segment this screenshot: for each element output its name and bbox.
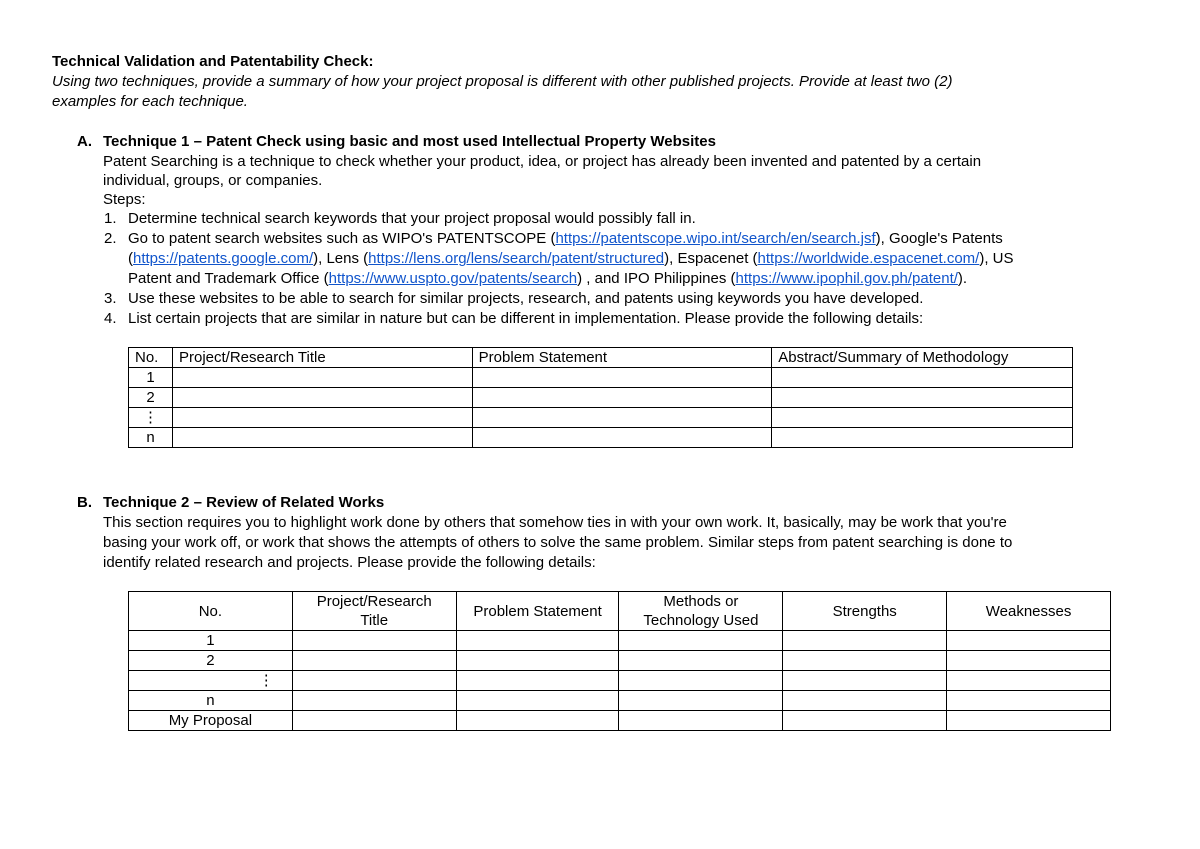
table-row — [129, 711, 1111, 731]
header-problem-statement — [456, 592, 619, 631]
header-weaknesses — [947, 592, 1111, 631]
table-cell[interactable] — [456, 691, 619, 711]
header-problem-statement: Problem Statement — [472, 348, 772, 368]
table-row — [129, 671, 1111, 691]
table-cell[interactable] — [172, 368, 472, 388]
step-2-text-b: ), Google's Patents — [875, 230, 1003, 247]
table-cell[interactable] — [172, 428, 472, 448]
row-number: 1 — [129, 631, 293, 651]
table-cell[interactable] — [783, 711, 947, 731]
table-row — [129, 368, 1073, 388]
table-row — [129, 691, 1111, 711]
header-project-title: Project/Research Title — [172, 348, 472, 368]
section-a-marker: A. — [77, 133, 92, 150]
step-2-text-a: Go to patent search websites such as WIPO's PATENTSCOPE ( — [128, 230, 556, 247]
table-cell[interactable] — [292, 671, 456, 691]
header-strengths-text: Strengths — [832, 602, 897, 620]
table-cell[interactable] — [772, 428, 1073, 448]
section-b-marker: B. — [77, 494, 92, 511]
header-no — [129, 592, 293, 631]
row-number: ⋮ — [129, 671, 293, 691]
section-b-para-line-1: This section requires you to highlight work done by others that somehow ties in with your own work. It, basically, may be work that you're — [103, 514, 1007, 531]
table-cell[interactable] — [772, 368, 1073, 388]
header-methods-line-2: Technology Used — [643, 612, 759, 629]
header-methods-technology — [619, 592, 783, 631]
header-strengths — [783, 592, 947, 631]
step-3-text: Use these websites to be able to search for similar projects, research, and patents using keywords you have developed. — [128, 290, 924, 307]
section-b-para-line-2: basing your work off, or work that shows the attempts of others to solve the same problem. Similar steps from patent searching is done to — [103, 534, 1013, 551]
table-cell[interactable] — [772, 388, 1073, 408]
table-cell[interactable] — [456, 671, 619, 691]
step-1-text: Determine technical search keywords that your project proposal would possibly fall in. — [128, 210, 696, 227]
step-4-number: 4. — [104, 310, 117, 327]
espacenet-link[interactable]: https://worldwide.espacenet.com/ — [757, 250, 980, 267]
table-cell[interactable] — [947, 671, 1111, 691]
intro-line-1: Using two techniques, provide a summary of how your project proposal is different with other published projects. Provide at least two (2) — [52, 73, 953, 90]
table-cell[interactable] — [947, 711, 1111, 731]
step-2-text-g: Patent and Trademark Office ( — [128, 270, 329, 287]
section-a-para-line-2: individual, groups, or companies. — [103, 172, 323, 189]
table-cell[interactable] — [456, 631, 619, 651]
header-no-text: No. — [198, 602, 223, 620]
header-project-title-line-2: Title — [360, 612, 389, 629]
table-cell[interactable] — [947, 651, 1111, 671]
section-b-para-line-3: identify related research and projects. Please provide the following details: — [103, 554, 596, 571]
step-3-number: 3. — [104, 290, 117, 307]
row-number: ⋮ — [129, 408, 173, 428]
related-works-table — [128, 591, 1111, 731]
table-cell[interactable] — [783, 671, 947, 691]
table-cell[interactable] — [619, 691, 783, 711]
step-2-text-e: ), Espacenet ( — [664, 250, 758, 267]
table-row — [129, 631, 1111, 651]
step-2-text-f: ), US — [979, 250, 1014, 267]
table-cell[interactable] — [292, 711, 456, 731]
table-cell[interactable] — [292, 691, 456, 711]
step-2-text-i: ). — [957, 270, 968, 287]
table-cell[interactable] — [783, 631, 947, 651]
header-problem-statement-text: Problem Statement — [473, 602, 602, 620]
header-project-title — [292, 592, 456, 631]
table-cell[interactable] — [472, 388, 772, 408]
table-cell[interactable] — [783, 651, 947, 671]
row-number: My Proposal — [129, 711, 293, 731]
header-abstract-methodology: Abstract/Summary of Methodology — [772, 348, 1073, 368]
table-row — [129, 408, 1073, 428]
table-header-row — [129, 592, 1111, 631]
document-title: Technical Validation and Patentability Check: — [52, 53, 374, 70]
google-patents-link[interactable]: https://patents.google.com/ — [133, 250, 314, 267]
header-no: No. — [129, 348, 173, 368]
header-weaknesses-text: Weaknesses — [985, 602, 1072, 620]
patentscope-link[interactable]: https://patentscope.wipo.int/search/en/search.jsf — [555, 230, 876, 247]
header-project-title-line-1: Project/Research — [316, 593, 432, 610]
section-a-heading: Technique 1 – Patent Check using basic and most used Intellectual Property Websites — [103, 133, 716, 150]
row-number: n — [129, 428, 173, 448]
table-cell[interactable] — [772, 408, 1073, 428]
table-cell[interactable] — [472, 368, 772, 388]
step-1-number: 1. — [104, 210, 117, 227]
table-cell[interactable] — [456, 711, 619, 731]
table-cell[interactable] — [619, 631, 783, 651]
table-cell[interactable] — [619, 671, 783, 691]
row-number: 2 — [129, 651, 293, 671]
table-cell[interactable] — [472, 428, 772, 448]
table-cell[interactable] — [947, 691, 1111, 711]
table-cell[interactable] — [292, 651, 456, 671]
step-4-text: List certain projects that are similar in nature but can be different in implementation. Please provide the following details: — [128, 310, 924, 327]
table-row — [129, 388, 1073, 408]
patent-check-table — [128, 347, 1073, 448]
table-cell[interactable] — [783, 691, 947, 711]
step-2-text-h: ) , and IPO Philippines ( — [577, 270, 736, 287]
ipophil-link[interactable]: https://www.ipophil.gov.ph/patent/ — [735, 270, 958, 287]
step-2-text-d: ), Lens ( — [313, 250, 369, 267]
table-cell[interactable] — [472, 408, 772, 428]
table-row — [129, 651, 1111, 671]
header-methods-line-1: Methods or — [663, 593, 739, 610]
table-cell[interactable] — [619, 711, 783, 731]
table-cell[interactable] — [292, 631, 456, 651]
table-header-row — [129, 348, 1073, 368]
row-number: 1 — [129, 368, 173, 388]
table-cell[interactable] — [172, 408, 472, 428]
step-2-line-1 — [128, 229, 1003, 249]
row-number: n — [129, 691, 293, 711]
step-2-line-2 — [128, 249, 1014, 269]
section-b-heading: Technique 2 – Review of Related Works — [103, 494, 385, 511]
table-cell[interactable] — [172, 388, 472, 408]
step-2-line-3 — [128, 269, 967, 289]
uspto-link[interactable]: https://www.uspto.gov/patents/search — [328, 270, 578, 287]
step-2-text-c: ( — [128, 250, 133, 267]
table-cell[interactable] — [947, 631, 1111, 651]
table-cell[interactable] — [619, 651, 783, 671]
table-row — [129, 428, 1073, 448]
table-cell[interactable] — [456, 651, 619, 671]
steps-label: Steps: — [103, 191, 146, 208]
intro-line-2: examples for each technique. — [52, 93, 248, 110]
section-a-para-line-1: Patent Searching is a technique to check whether your product, idea, or project has already been invented and patented by a certain — [103, 153, 982, 170]
step-2-number: 2. — [104, 230, 117, 247]
row-number: 2 — [129, 388, 173, 408]
lens-link[interactable]: https://lens.org/lens/search/patent/structured — [368, 250, 665, 267]
